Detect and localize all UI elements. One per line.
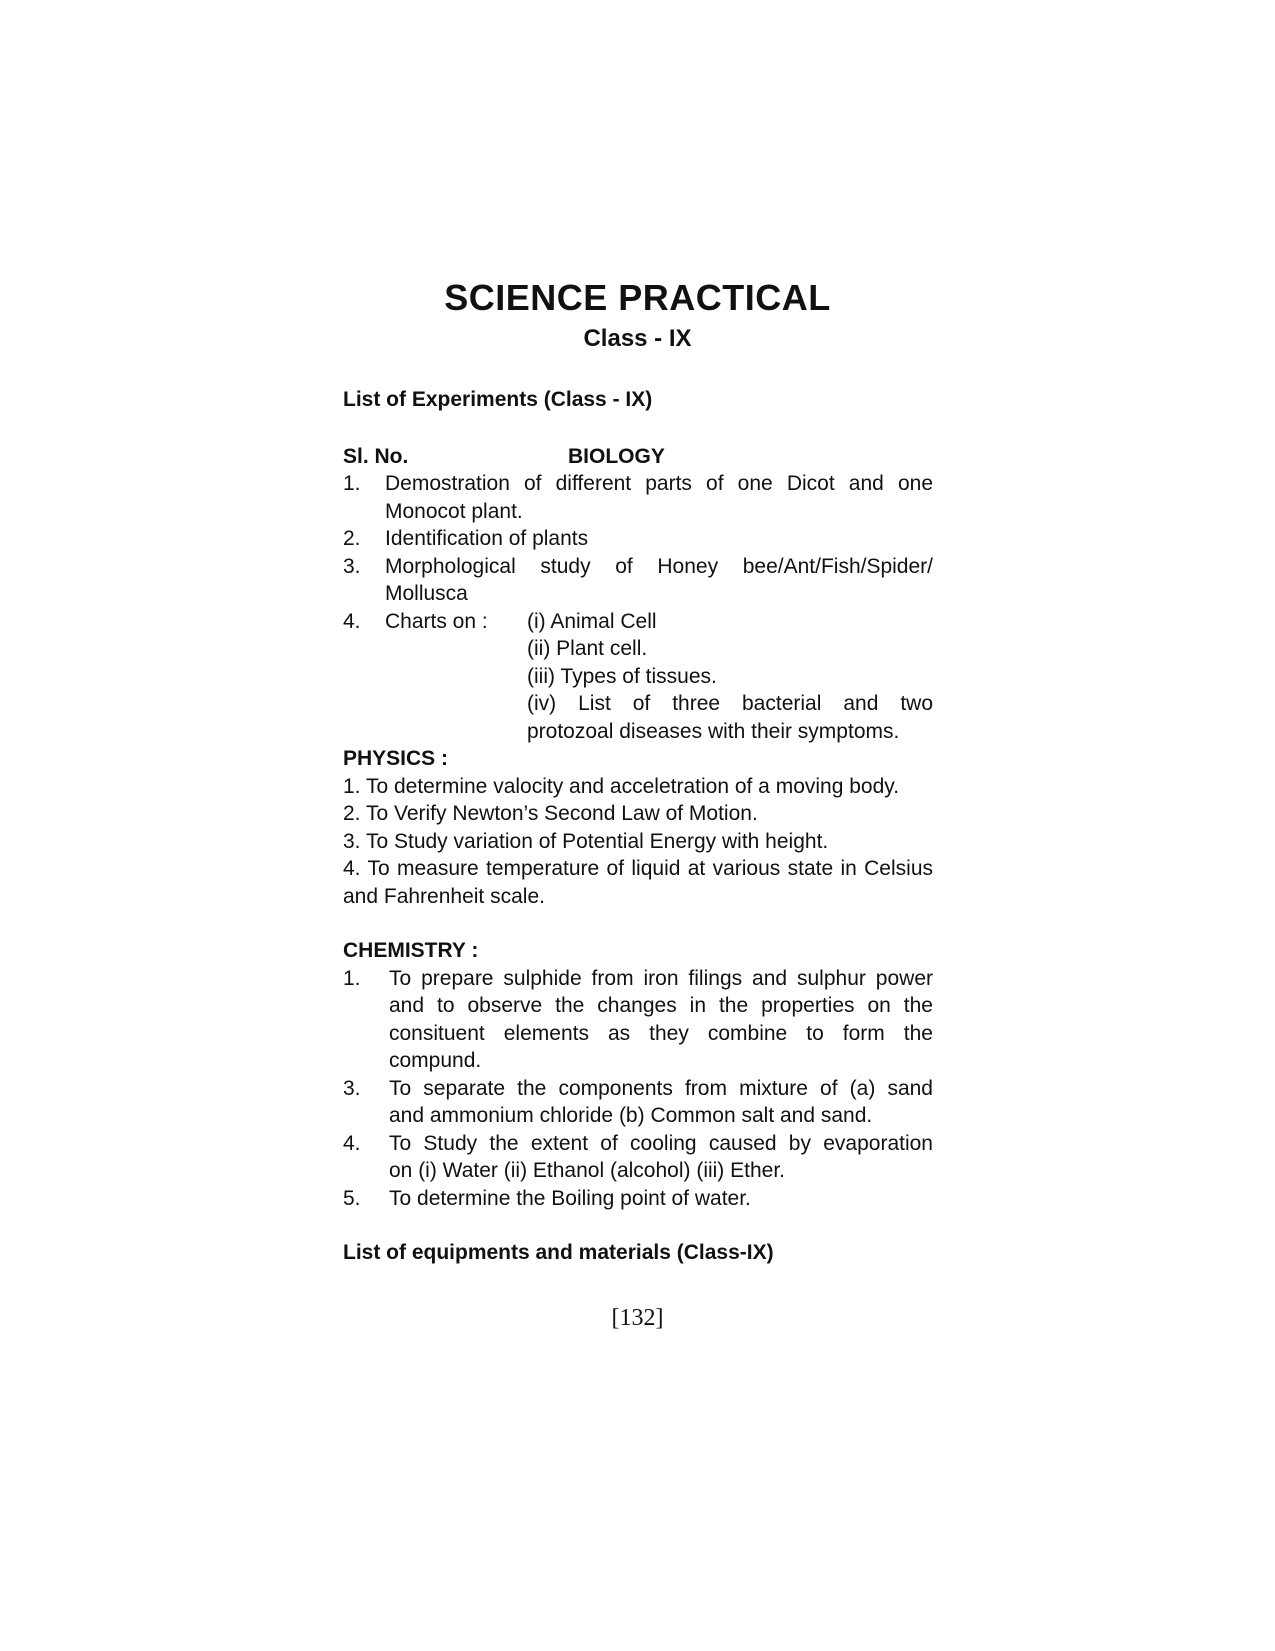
item-text-cont: Mollusca: [385, 582, 468, 605]
item-number: 4.: [343, 609, 361, 633]
item-text: Demostration of different parts of one Dicot and one: [385, 472, 933, 495]
page-title: SCIENCE PRACTICAL: [444, 277, 831, 318]
physics-item: 2. To Verify Newton’s Second Law of Motion.: [343, 802, 758, 825]
physics-item: 4. To measure temperature of liquid at various state in Celsius: [343, 857, 933, 880]
item-text-cont: Monocot plant.: [385, 499, 523, 523]
spacer: [343, 1212, 933, 1239]
experiments-list-title: List of Experiments (Class - IX): [343, 388, 653, 411]
item-line: and ammonium chloride (b) Common salt and sand.: [389, 1104, 873, 1127]
biology-item: [343, 470, 933, 525]
charts-list: [527, 608, 933, 746]
item-text: Identification of plants: [385, 527, 589, 550]
chemistry-heading: CHEMISTRY :: [343, 939, 479, 962]
item-line: and to observe the changes in the properties on the: [389, 994, 933, 1017]
chart-item: (iii) Types of tissues.: [527, 664, 717, 688]
chemistry-item: [343, 965, 933, 1075]
physics-item: 3. To Study variation of Potential Energy with height.: [343, 829, 829, 853]
chart-item: (ii) Plant cell.: [527, 637, 648, 660]
biology-heading: BIOLOGY: [568, 444, 665, 468]
physics-item: 1. To determine valocity and acceletration of a moving body.: [343, 774, 900, 798]
chart-item: (iv) List of three bacterial and two: [527, 692, 933, 715]
page-subtitle: Class - IX: [583, 325, 692, 352]
item-line: consituent elements as they combine to form the: [389, 1021, 933, 1045]
item-line: To separate the components from mixture of (a) sand: [389, 1076, 933, 1100]
item-line: To Study the extent of cooling caused by evaporation: [389, 1131, 933, 1155]
item-number: 1.: [343, 966, 361, 990]
page-number: [132]: [611, 1305, 664, 1331]
biology-header: [343, 443, 933, 471]
chart-item: (i) Animal Cell: [527, 609, 657, 633]
chemistry-item: [343, 1185, 933, 1213]
physics-heading: PHYSICS :: [343, 747, 449, 770]
item-number: 5.: [343, 1186, 361, 1210]
sl-no-label: Sl. No.: [343, 444, 409, 468]
chemistry-item: [343, 1075, 933, 1130]
charts-label: Charts on :: [385, 609, 488, 633]
item-line: To determine the Boiling point of water.: [389, 1186, 751, 1210]
equipment-list-title: List of equipments and materials (Class-IX): [343, 1241, 774, 1264]
item-number: 2.: [343, 527, 361, 550]
biology-item: [343, 525, 933, 553]
spacer: [343, 910, 933, 937]
item-number: 1.: [343, 472, 361, 495]
chemistry-item: [343, 1130, 933, 1185]
item-number: 3.: [343, 1076, 361, 1100]
content-body: [343, 386, 933, 1267]
item-line: on (i) Water (ii) Ethanol (alcohol) (iii) Ether.: [389, 1159, 786, 1182]
item-text: Morphological study of Honey bee/Ant/Fish/Spider/: [385, 554, 933, 578]
biology-item-charts: [343, 608, 933, 746]
chart-item: protozoal diseases with their symptoms.: [527, 719, 900, 743]
item-line: compund.: [389, 1049, 482, 1072]
biology-item: [343, 553, 933, 608]
item-number: 4.: [343, 1131, 361, 1155]
item-line: To prepare sulphide from iron filings and sulphur power: [389, 966, 933, 990]
physics-item-cont: and Fahrenheit scale.: [343, 884, 545, 908]
item-number: 3.: [343, 554, 361, 578]
